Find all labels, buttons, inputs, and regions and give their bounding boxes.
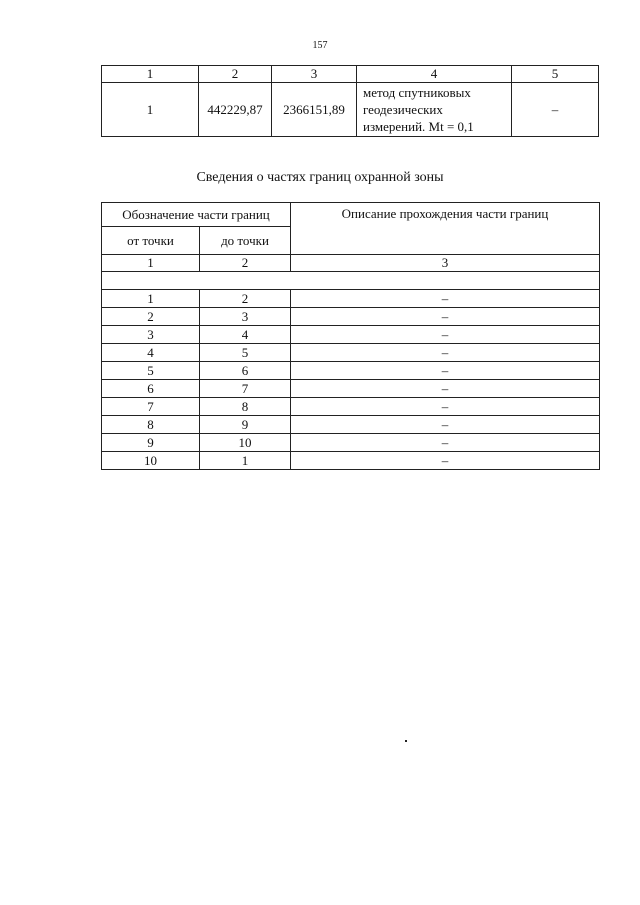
row-to: 8: [200, 398, 291, 416]
row-from: 4: [102, 344, 200, 362]
coord-header-3: 3: [272, 66, 357, 83]
row-from: 3: [102, 326, 200, 344]
header-description: Описание прохождения части границ: [291, 203, 600, 255]
table-row: [102, 290, 600, 308]
section-title: Сведения о частях границ охранной зоны: [196, 170, 444, 185]
table-row: [102, 416, 600, 434]
row-from: 2: [102, 308, 200, 326]
row-to: 7: [200, 380, 291, 398]
page-number: 157: [312, 40, 328, 51]
coord-method-description: [357, 83, 512, 137]
method-line-2: геодезических: [363, 102, 443, 117]
coord-x-value: 442229,87: [199, 83, 272, 137]
row-from: 8: [102, 416, 200, 434]
table-row: [102, 434, 600, 452]
row-to: 6: [200, 362, 291, 380]
row-description: –: [291, 434, 600, 452]
parts-column-number-row: [102, 255, 600, 272]
row-to: 3: [200, 308, 291, 326]
row-description: –: [291, 398, 600, 416]
row-description: –: [291, 380, 600, 398]
scan-dot-mark: [405, 740, 407, 742]
table-row: [102, 344, 600, 362]
coord-header-5: 5: [512, 66, 599, 83]
row-from: 7: [102, 398, 200, 416]
parts-empty-row: [102, 272, 600, 290]
table-row: [102, 326, 600, 344]
coord-y-value: 2366151,89: [272, 83, 357, 137]
row-from: 9: [102, 434, 200, 452]
coordinates-header-row: [102, 66, 599, 83]
parts-header-row-1: [102, 203, 600, 227]
row-from: 10: [102, 452, 200, 470]
coord-header-4: 4: [357, 66, 512, 83]
coordinates-table: [101, 65, 599, 137]
row-description: –: [291, 290, 600, 308]
table-row: [102, 398, 600, 416]
row-description: –: [291, 452, 600, 470]
empty-merged-cell: [102, 272, 600, 290]
row-to: 5: [200, 344, 291, 362]
table-row: [102, 380, 600, 398]
coord-point-number: 1: [102, 83, 199, 137]
col-number-3: 3: [291, 255, 600, 272]
coordinates-data-row: [102, 83, 599, 137]
row-to: 4: [200, 326, 291, 344]
table-row: [102, 452, 600, 470]
col-number-1: 1: [102, 255, 200, 272]
row-to: 10: [200, 434, 291, 452]
row-from: 1: [102, 290, 200, 308]
coord-header-2: 2: [199, 66, 272, 83]
row-description: –: [291, 416, 600, 434]
row-description: –: [291, 344, 600, 362]
header-to-point: до точки: [200, 227, 291, 255]
header-designation: Обозначение части границ: [102, 203, 291, 227]
row-description: –: [291, 326, 600, 344]
header-from-point: от точки: [102, 227, 200, 255]
boundary-parts-table: [101, 202, 600, 470]
row-from: 6: [102, 380, 200, 398]
table-row: [102, 308, 600, 326]
row-from: 5: [102, 362, 200, 380]
method-line-1: метод спутниковых: [363, 85, 471, 100]
row-to: 2: [200, 290, 291, 308]
row-description: –: [291, 308, 600, 326]
coord-col5-value: –: [512, 83, 599, 137]
col-number-2: 2: [200, 255, 291, 272]
row-to: 9: [200, 416, 291, 434]
row-to: 1: [200, 452, 291, 470]
table-row: [102, 362, 600, 380]
method-line-3: измерений. Mt = 0,1: [363, 119, 474, 134]
row-description: –: [291, 362, 600, 380]
coord-header-1: 1: [102, 66, 199, 83]
